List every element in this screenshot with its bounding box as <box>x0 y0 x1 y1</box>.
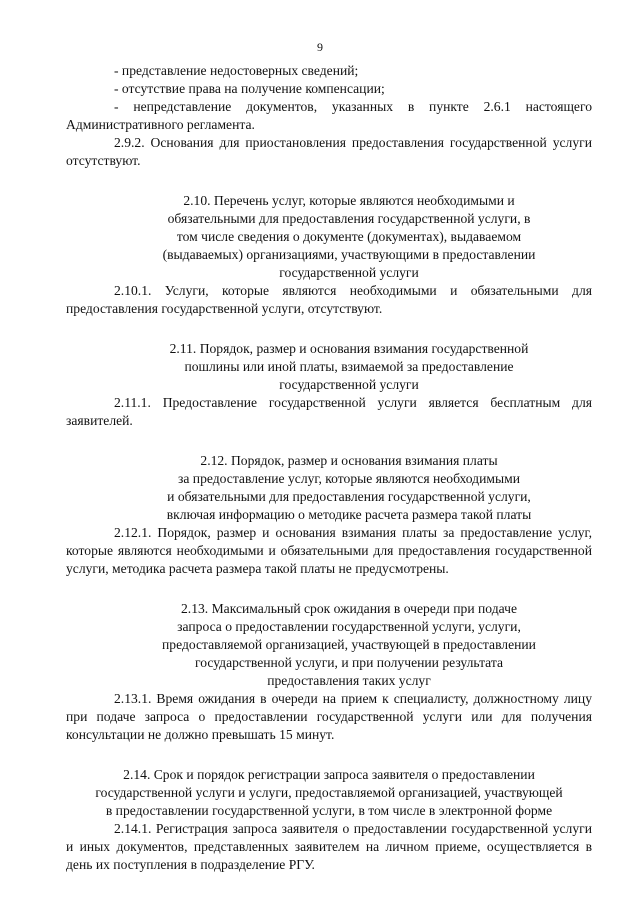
heading-line: (выдаваемых) организациями, участвующими в предоставлении <box>162 247 536 262</box>
heading-line: 2.10. Перечень услуг, которые являются необходимыми и <box>183 193 515 208</box>
heading-line: и обязательными для предоставления государственной услуги, <box>167 489 531 504</box>
paragraph-2-14-1: 2.14.1. Регистрация запроса заявителя о предоставлении государственной услуги и иных документов, представленных заявителем на личном приеме, осуществляется в день их поступления в подразделение РГУ. <box>66 821 592 872</box>
paragraph-2-11-1: 2.11.1. Предоставление государственной услуги является бесплатным для заявителей. <box>66 395 592 428</box>
heading-line: в предоставлении государственной услуги, в том числе в электронной форме <box>105 803 553 818</box>
list-item: - непредставление документов, указанных в пункте 2.6.1 настоящего <box>114 99 592 114</box>
heading-2-13 <box>66 600 592 690</box>
heading-line: 2.14. Срок и порядок регистрации запроса заявителя о предоставлении <box>123 767 535 782</box>
list-item: - отсутствие права на получение компенсации; <box>114 81 385 96</box>
heading-line: 2.11. Порядок, размер и основания взимания государственной <box>169 341 529 356</box>
heading-2-10 <box>66 192 592 282</box>
list-item-continuation: Административного регламента. <box>66 117 255 132</box>
heading-2-12 <box>66 452 592 524</box>
paragraph-2-12-1: 2.12.1. Порядок, размер и основания взимания платы за предоставление услуг, которые являются необходимыми и обязательными для предоставления государственной услуги, методика расчета размера такой платы не предусмотрены. <box>66 525 592 576</box>
paragraph-2-9-2: 2.9.2. Основания для приостановления предоставления государственной услуги отсутствуют. <box>66 135 592 168</box>
heading-2-14 <box>66 766 592 820</box>
heading-line: предоставления таких услуг <box>267 673 431 688</box>
heading-line: предоставляемой организацией, участвующей в предоставлении <box>162 637 536 652</box>
heading-line: пошлины или иной платы, взимаемой за предоставление <box>184 359 514 374</box>
heading-line: государственной услуги <box>279 265 419 280</box>
heading-line: включая информацию о методике расчета размера такой платы <box>166 507 532 522</box>
heading-line: за предоставление услуг, которые являются необходимыми <box>178 471 520 486</box>
heading-line: государственной услуги <box>279 377 419 392</box>
page-number: 9 <box>317 40 323 54</box>
heading-line: обязательными для предоставления государственной услуги, в <box>167 211 531 226</box>
heading-line: том числе сведения о документе (документах), выдаваемом <box>176 229 522 244</box>
paragraph-2-13-1: 2.13.1. Время ожидания в очереди на прием к специалисту, должностному лицу при подаче запроса о предоставлении государственной услуги или для получения консультации не должно превышать 15 минут. <box>66 691 592 742</box>
heading-line: государственной услуги, и при получении результата <box>195 655 503 670</box>
heading-line: запроса о предоставлении государственной услуги, услуги, <box>177 619 521 634</box>
heading-line: 2.13. Максимальный срок ожидания в очереди при подаче <box>181 601 517 616</box>
paragraph-2-10-1: 2.10.1. Услуги, которые являются необходимыми и обязательными для предоставления государственной услуги, отсутствуют. <box>66 283 592 316</box>
document-body <box>66 62 592 874</box>
heading-line: 2.12. Порядок, размер и основания взимания платы <box>200 453 498 468</box>
heading-line: государственной услуги и услуги, предоставляемой организацией, участвующей <box>95 785 563 800</box>
list-item: - представление недостоверных сведений; <box>114 63 359 78</box>
heading-2-11 <box>66 340 592 394</box>
